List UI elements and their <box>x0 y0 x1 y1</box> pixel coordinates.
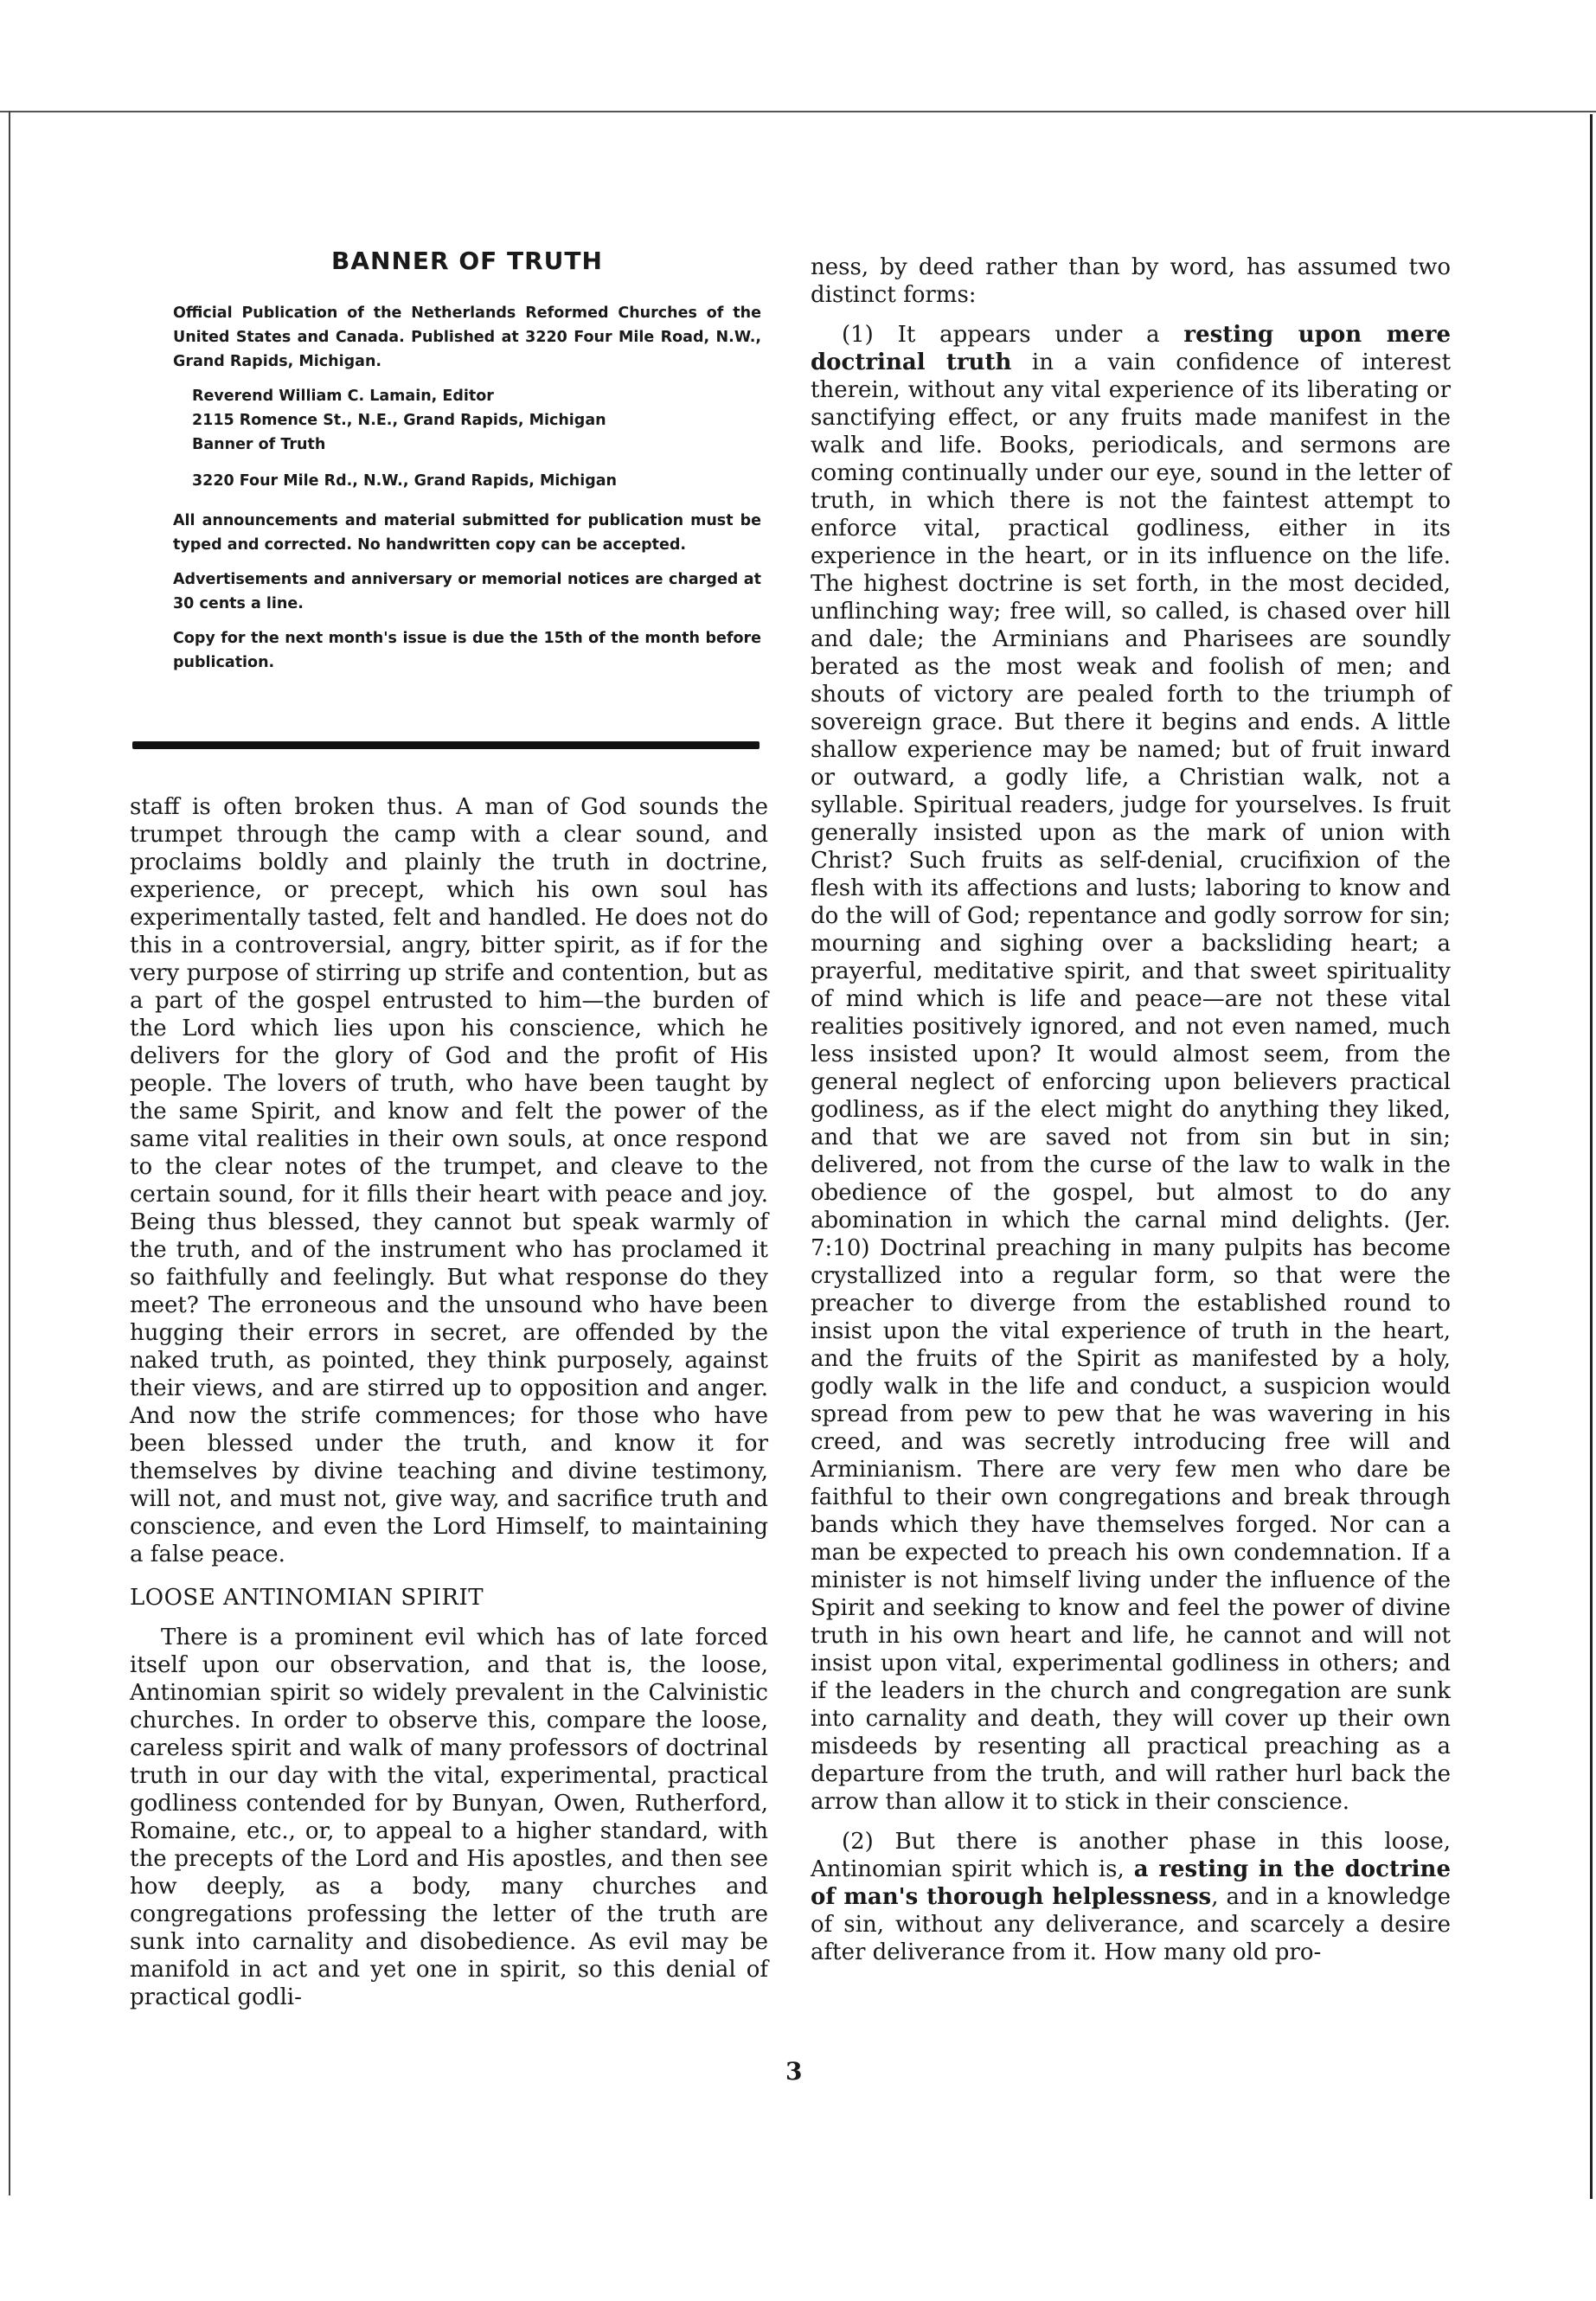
masthead-addresses <box>192 384 761 493</box>
masthead <box>173 247 761 675</box>
publication-name: Banner of Truth <box>192 436 326 453</box>
editor-name: Reverend William C. Lamain, Editor <box>192 388 494 405</box>
right-paragraph-3 <box>811 1828 1451 1966</box>
page-edge-right <box>1590 114 1593 2199</box>
p3-rest: , and in a knowledge of sin, without any deliverance, and scarcely a desire after deliverance from it. How many old pro- <box>811 1884 1451 1965</box>
editor-address: 2115 Romence St., N.E., Grand Rapids, Michigan <box>192 412 606 429</box>
left-column <box>130 247 768 685</box>
p3-start: (2) But there is another phase in this loose, Antinomian spirit which is, <box>811 1829 1451 1882</box>
left-paragraph-2: There is a prominent evil which has of late forced itself upon our observation, and that is, the loose, Antinomian spirit so widely prevalent in the Calvinistic churches. In order to observe this, compare the loose, careless spirit and walk of many professors of doctrinal truth in our day with the vital, experimental, practical godliness contended for by Bunyan, Owen, Rutherford, Romaine, etc., or, to appeal to a higher standard, with the precepts of the Lord and His apostles, and then see how deeply, as a body, many churches and congregations professing the letter of the truth are sunk into carnality and disobedience. As evil may be manifold in act and yet one in spirit, so this denial of practical godli- <box>130 1625 768 2010</box>
right-paragraph-1: ness, by deed rather than by word, has assumed two distinct forms: <box>811 254 1451 308</box>
left-paragraph-1: staff is often broken thus. A man of God sounds the trumpet through the camp with a clear sound, and proclaims boldly and plainly the truth in doctrine, experience, or precept, which his own soul has experimentally tasted, felt and handled. He does not do this in a controversial, angry, bitter spirit, as if for the very purpose of stirring up strife and contention, but as a part of the gospel entrusted to him—the burden of the Lord which lies upon his conscience, which he delivers for the glory of God and the profit of His people. The lovers of truth, who have been taught by the same Spirit, and know and felt the power of the same vital realities in their own souls, at once respond to the clear notes of the trumpet, and cleave to the certain sound, for it fills their heart with peace and joy. Being thus blessed, they cannot but speak warmly of the truth, and of the instrument who has proclamed it so faithfully and feelingly. But what response do they meet? The erroneous and the unsound who have been hugging their errors in secret, are offended by the naked truth, as pointed, they think purposely, against their views, and are stirred up to opposition and anger. And now the strife commences; for those who have been blessed under the truth, and know it for themselves by divine teaching and divine testimony, will not, and must not, give way, and sacrifice truth and conscience, and even the Lord Himself, to maintaining a false peace. <box>130 794 768 1567</box>
p2-bold: resting upon mere doctrinal truth <box>811 322 1451 375</box>
right-paragraph-2 <box>811 321 1451 1816</box>
p2-start: (1) It appears under a <box>842 322 1184 348</box>
right-column <box>811 253 1451 1966</box>
masthead-divider <box>132 741 760 749</box>
page-edge-left <box>9 111 10 2195</box>
section-heading: LOOSE ANTINOMIAN SPIRIT <box>130 1585 484 1611</box>
masthead-description: Official Publication of the Netherlands Reformed Churches of the United States and Canada. Published at 3220 Four Mile Road, N.W., Grand Rapids, Michigan. <box>173 304 761 370</box>
page-edge-top <box>0 111 1596 112</box>
p3-bold: a resting in the doctrine of man's thorough helplessness <box>811 1856 1451 1910</box>
publication-address: 3220 Four Mile Rd., N.W., Grand Rapids, Michigan <box>192 472 617 490</box>
masthead-title: BANNER OF TRUTH <box>331 247 603 275</box>
p2-rest: in a vain confidence of interest therein, without any vital experience of its liberating or sanctifying effect, or any fruits made manifest in the walk and life. Books, periodicals, and sermons are coming continually under our eye, sound in the letter of truth, in which there is not the faintest attempt to enforce vital, practical godliness, either in its experience in the heart, or in its influence on the life. The highest doctrine is set forth, in the most decided, unflinching way; free will, so called, is chased over hill and dale; the Arminians and Pharisees are soundly berated as the most weak and foolish of men; and shouts of victory are pealed forth to the triumph of sovereign grace. But there it begins and ends. A little shallow experience may be named; but of fruit inward or outward, a godly life, a Christian walk, not a syllable. Spiritual readers, judge for yourselves. Is fruit generally insisted upon as the mark of union with Christ? Such fruits as self-denial, crucifixion of the flesh with its affections and lusts; laboring to know and do the will of God; repentance and godly sorrow for sin; mourning and sighing over a backsliding heart; a prayerful, meditative spirit, and that sweet spirituality of mind which is life and peace—are not these vital realities positively ignored, and not even named, much less insisted upon? It would almost seem, from the general neglect of enforcing upon believers practical godliness, as if the elect might do anything they liked, and that we are saved not from sin but in sin; delivered, not from the curse of the law to walk in the obedience of the gospel, but almost to do any abomination in which the carnal mind delights. (Jer. 7:10) Doctrinal preaching in many pulpits has become crystallized into a regular form, so that were the preacher to diverge from the established round to insist upon the vital experience of truth in the heart, and the fruits of the Spirit as manifested by a holy, godly walk in the life and conduct, a suspicion would spread from pew to pew that he was wavering in his creed, and was secretly introducing free will and Arminianism. There are very few men who dare be faithful to their own congregations and break through bands which they have themselves forged. Nor can a man be expected to preach his own condemnation. If a minister is not himself living under the influence of the Spirit and seeking to know and feel the power of divine truth in his own heart and life, he cannot and will not insist upon vital, experimental godliness in others; and if the leaders in the church and congregation are sunk into carnality and death, they will cover up their own misdeeds by resenting all practical preaching as a departure from the truth, and will rather hurl back the arrow than allow it to stick in their conscience. <box>811 349 1452 1815</box>
notice-advertisements: Advertisements and anniversary or memorial notices are charged at 30 cents a line. <box>173 571 761 612</box>
notice-deadline: Copy for the next month's issue is due the 15th of the month before publication. <box>173 630 761 671</box>
page-number: 3 <box>785 2057 803 2086</box>
notice-submissions: All announcements and material submitted for publication must be typed and corrected. No handwritten copy can be accepted. <box>173 512 761 554</box>
left-column-body <box>130 793 768 2011</box>
